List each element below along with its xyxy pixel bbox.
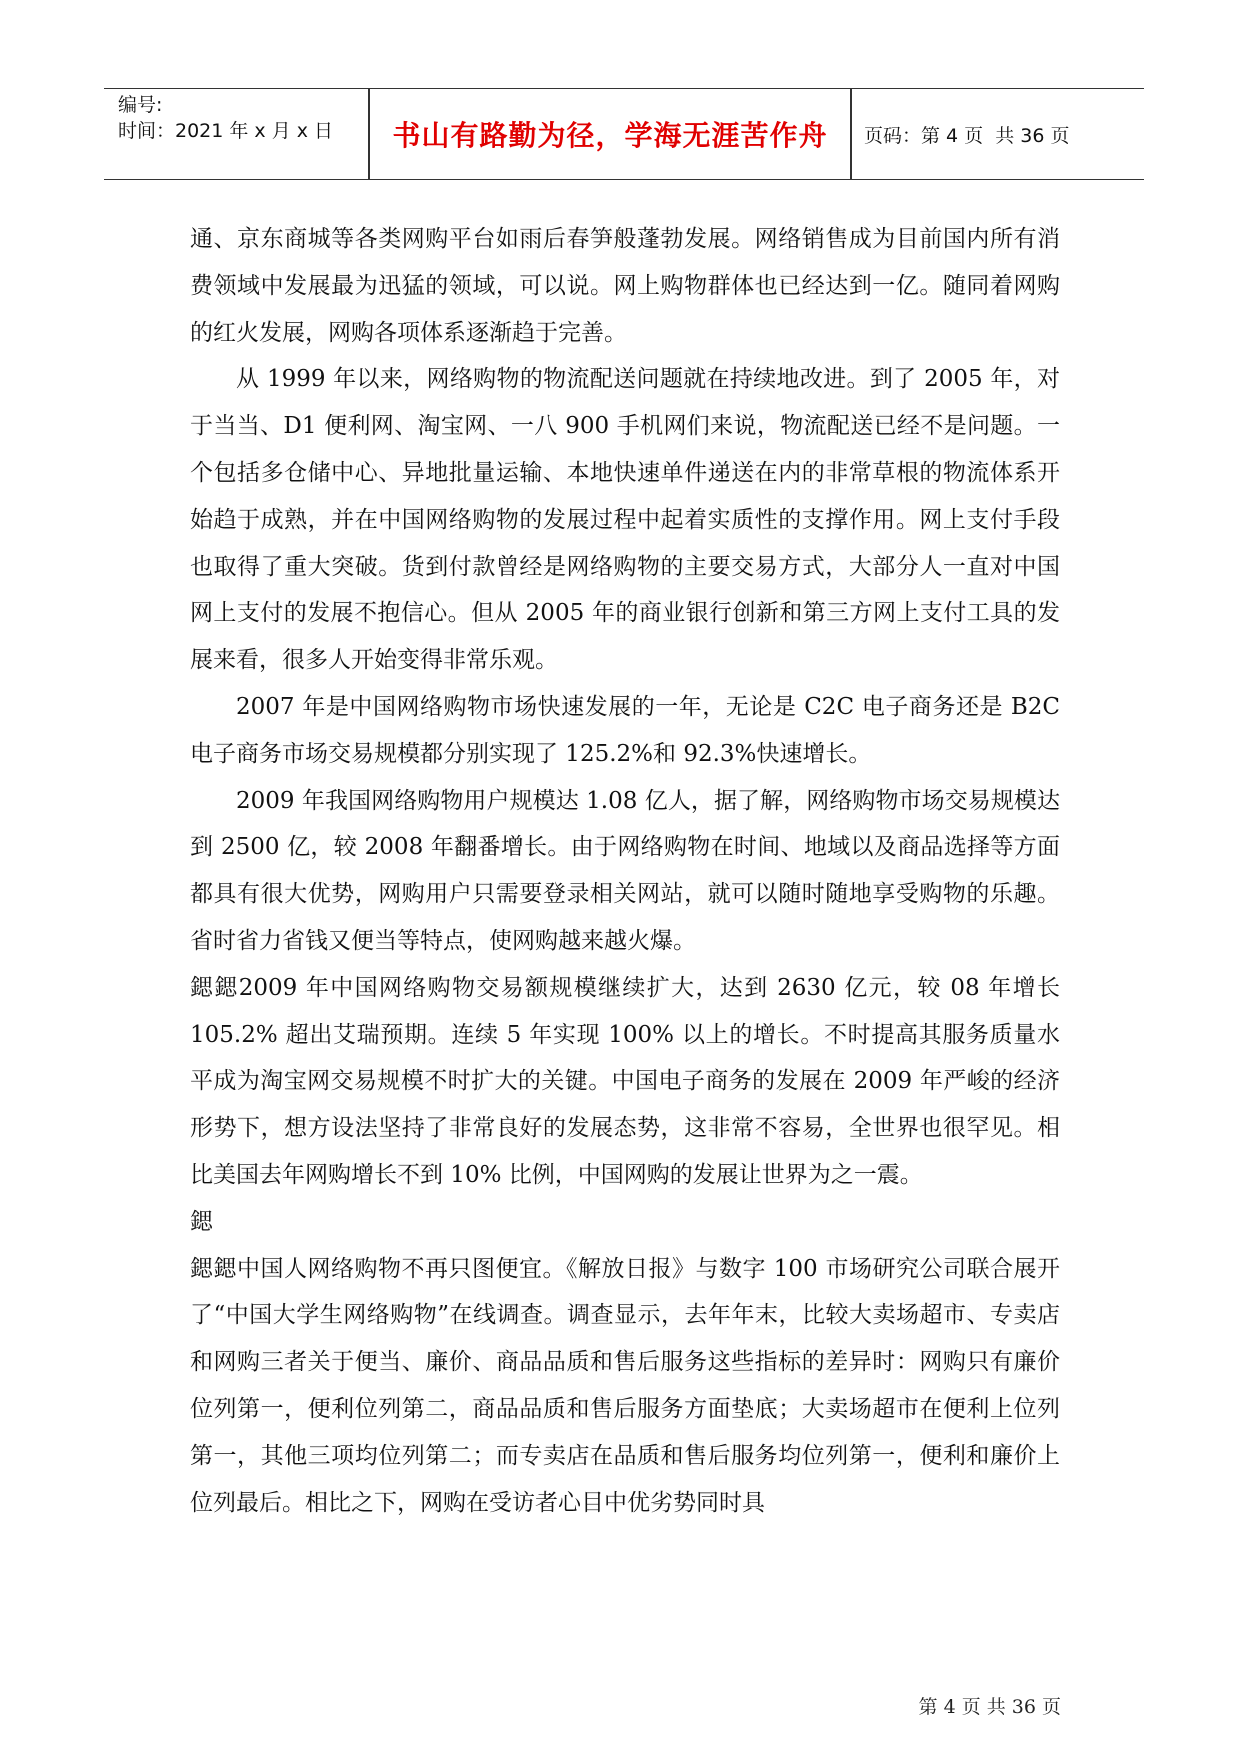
document-time-label: 时间：2021 年 x 月 x 日 — [118, 120, 334, 142]
document-header — [104, 88, 1144, 180]
paragraph: 2007 年是中国网络购物市场快速发展的一年，无论是 C2C 电子商务还是 B2C 电子商务市场交易规模都分别实现了 125.2%和 92.3%快速增长。 — [190, 693, 1060, 767]
header-meta — [104, 89, 368, 179]
paragraph: 2009 年我国网络购物用户规模达 1.08 亿人，据了解，网络购物市场交易规模达到 2500 亿，较 2008 年翻番增长。由于网络购物在时间、地域以及商品选择等方面都具有很大优势，网购用户只需要登录相关网站，就可以随时随地享受购物的乐趣。省时省力省钱又便当等特点，使网购越来越火爆。 — [190, 787, 1060, 954]
paragraph: 鍶鍶中国人网络购物不再只图便宜。《解放日报》与数字 100 市场研究公司联合展开了“中国大学生网络购物”在线调查。调查显示，去年年末，比较大卖场超市、专卖店和网购三者关于便当、廉价、商品品质和售后服务这些指标的差异时：网购只有廉价位列第一，便利位列第二，商品品质和售后服务方面垫底；大卖场超市在便利上位列第一，其他三项均位列第二；而专卖店在品质和售后服务均位列第一，便利和廉价上位列最后。相比之下，网购在受访者心目中优劣势同时具 — [190, 1255, 1060, 1516]
header-divider — [850, 89, 852, 179]
header-motto: 书山有路勤为径，学海无涯苦作舟 — [392, 119, 828, 152]
header-page-code: 页码：第 4 页 共 36 页 — [864, 124, 1070, 147]
paragraph: 通、京东商城等各类网购平台如雨后春笋般蓬勃发展。网络销售成为目前国内所有消费领域中发展最为迅猛的领域，可以说。网上购物群体也已经达到一亿。随同着网购的红火发展，网购各项体系逐渐趋于完善。 — [190, 226, 1060, 346]
document-number-label: 编号: — [118, 94, 163, 116]
paragraph: 鍶 — [190, 1208, 213, 1235]
document-body — [190, 216, 1060, 1526]
paragraph: 鍶鍶2009 年中国网络购物交易额规模继续扩大，达到 2630 亿元，较 08 年增长 105.2% 超出艾瑞预期。连续 5 年实现 100% 以上的增长。不时提高其服务质量水平成为淘宝网交易规模不时扩大的关键。中国电子商务的发展在 2009 年严峻的经济形势下，想方设法坚持了非常良好的发展态势，这非常不容易，全世界也很罕见。相比美国去年网购增长不到 10% 比例，中国网购的发展让世界为之一震。 — [190, 974, 1060, 1188]
page-footer: 第 4 页 共 36 页 — [918, 1696, 1061, 1718]
paragraph: 从 1999 年以来，网络购物的物流配送问题就在持续地改进。到了 2005 年，对于当当、D1 便利网、淘宝网、一八 900 手机网们来说，物流配送已经不是问题。一个包括多仓储中心、异地批量运输、本地快速单件递送在内的非常草根的物流体系开始趋于成熟，并在中国网络购物的发展过程中起着实质性的支撑作用。网上支付手段也取得了重大突破。货到付款曾经是网络购物的主要交易方式，大部分人一直对中国网上支付的发展不抱信心。但从 2005 年的商业银行创新和第三方网上支付工具的发展来看，很多人开始变得非常乐观。 — [190, 366, 1060, 674]
